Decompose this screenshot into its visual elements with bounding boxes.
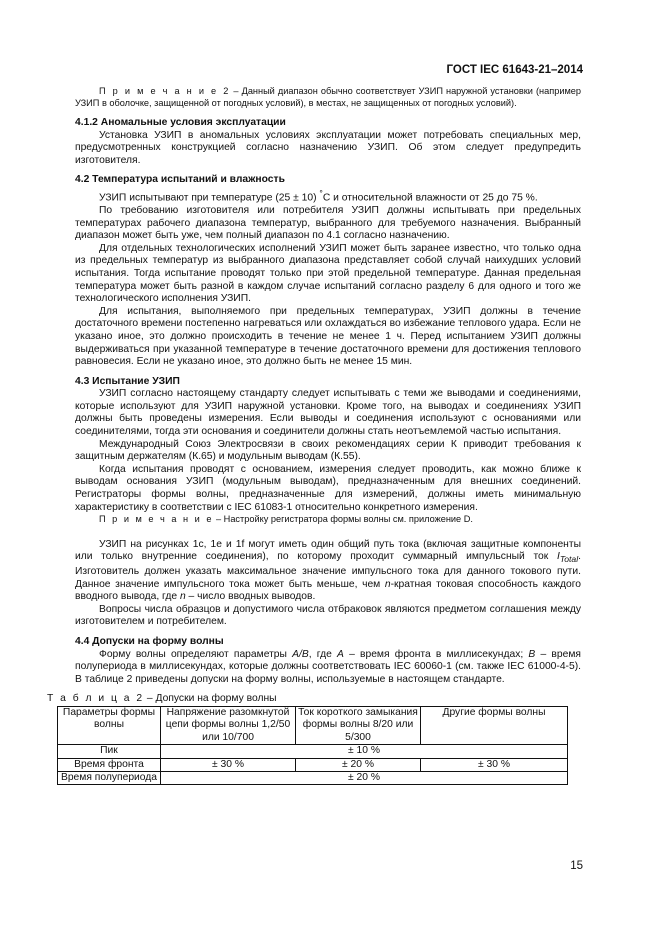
current-subscript: Total (559, 554, 579, 565)
table-row (58, 771, 568, 784)
text: . Изготовитель должен указать максимальное значение импульсного тока для данного токового пути. Данное значение импульсного тока может быть меньше, чем (75, 551, 581, 590)
header-cell: Другие формы волны (421, 706, 568, 744)
section-4-2-paragraph-3: Для отдельных технологических исполнений УЗИП может быть заранее известно, что только одна из предельных температур из выбранного диапазона представляет собой случай наихудших условий испытания. Тогда испытание проводят только при этой предельной температуре. Данная предельная температура может быть разной в каждом случае испытаний согласно разделу 6 для одного и того же технологического исполнения УЗИП. (75, 242, 581, 305)
spacer (75, 629, 581, 636)
note-text: – Данный диапазон обычно соответствует УЗИП наружной установки (например УЗИП в оболочке, защищенной от погодных условий), в местах, не защищенных от погодных условий). (75, 86, 581, 108)
page-content (47, 86, 581, 785)
value-cell: ± 30 % (421, 758, 568, 771)
header-cell: Ток короткого замыкания формы волны 8/20 или 5/300 (296, 706, 421, 744)
text: – время фронта в миллисекундах; (343, 648, 529, 660)
note-text: – Настройку регистратора формы волны см. приложение D. (213, 514, 473, 525)
section-4-2-title: 4.2 Температура испытаний и влажность (75, 174, 285, 186)
text: – число вводных выводов. (185, 591, 316, 603)
value-cell: ± 30 % (161, 758, 296, 771)
spacer (75, 369, 581, 376)
spacer (75, 167, 581, 174)
text: , где (308, 648, 338, 660)
value-cell: ± 20 % (296, 758, 421, 771)
note-label: П р и м е ч а н и е 2 (99, 86, 231, 96)
section-4-3-paragraph-3: Когда испытания проводят с основанием, измерения следует проводить, как можно ближе к выводам основания УЗИП (модульным выводам), предназначенным для внешних соединений. Регистраторы формы волны, предназначенные для измерений, должны иметь минимальную характеристику в соответствии с IEC 61083-1 относительно конкретного измерения. (75, 463, 581, 513)
section-4-2-paragraph-2: По требованию изготовителя или потребителя УЗИП должны испытывать при предельных температурах рабочего диапазона температур, выбранного для требуемого назначения. Выбранный диапазон может быть уже, чем полный диапазон по 4.1 согласно назначению. (75, 204, 581, 242)
text: -кратная токовая способность каждого вводного вывода, где (75, 578, 581, 603)
section-4-1-2-paragraph: Установка УЗИП в аномальных условиях эксплуатации может потребовать специальных мер, предусмотренных конструкцией согласно назначению УЗИП. Об этом следует предупредить изготовителя. (75, 129, 581, 166)
n-symbol: n (179, 591, 186, 603)
section-4-4-title: 4.4 Допуски на форму волны (75, 635, 224, 647)
section-4-1-2-title: 4.1.2 Аномальные условия эксплуатации (75, 117, 286, 128)
a-symbol: A (337, 648, 344, 660)
table-header-row (58, 706, 568, 744)
header-cell: Параметры формы волны (58, 706, 161, 744)
section-4-4-paragraph (75, 649, 581, 687)
header-cell: Напряжение разомкнутой цепи формы волны 1,2/50 или 10/700 (161, 706, 296, 744)
param-cell: Время полупериода (58, 771, 161, 784)
n-symbol: n (384, 578, 391, 590)
section-4-3-paragraph-1: УЗИП согласно настоящему стандарту следует испытывать с теми же выводами и соединениями, которые используют для УЗИП наружной установки. Кроме того, на выводах и соединениях УЗИП должны быть проведены измерения. Если выводы и соединения используют с основаниями или соединителями, тогда эти основания и соединители должны стать неотъемлемой частью испытания. (75, 388, 581, 438)
section-4-2-paragraph-1 (75, 187, 581, 205)
b-symbol: B (528, 648, 536, 660)
section-4-3-paragraph-5: Вопросы числа образцов и допустимого числа отбраковок являются предметом соглашения между изготовителем и потребителем. (75, 603, 581, 628)
table-row (58, 745, 568, 758)
page-number: 15 (570, 860, 583, 872)
text: УЗИП на рисунках 1с, 1е и 1f могут иметь один общий путь тока (включая защитные компоненты или только внутренние соединения), по которому проходит суммарный импульсный ток (75, 538, 581, 563)
section-4-3-note (75, 514, 581, 526)
waveform-tolerance-table (57, 706, 568, 785)
spacer (75, 526, 581, 539)
current-symbol: I (556, 551, 560, 563)
section-4-3-paragraph-2: Международный Союз Электросвязи в своих рекомендациях серии К приводит требования к защитным держателям (К.65) и модульным выводам (К.55). (75, 438, 581, 463)
degree-sign: ° (319, 187, 323, 198)
text: УЗИП испытывают при температуре (25 ± 10) (99, 192, 320, 204)
ab-symbol: A/B (292, 648, 309, 660)
text: Форму волны определяют параметры (99, 648, 293, 660)
section-4-3-title: 4.3 Испытание УЗИП (75, 375, 180, 387)
value-cell: ± 20 % (161, 771, 568, 784)
param-cell: Пик (58, 745, 161, 758)
table-row (58, 758, 568, 771)
value-cell: ± 10 % (161, 745, 568, 758)
standard-header: ГОСТ IEC 61643-21–2014 (446, 64, 583, 76)
table-caption-text: – Допуски на форму волны (144, 693, 277, 705)
section-4-2-paragraph-4: Для испытания, выполняемого при предельных температурах, УЗИП должны в течение достаточного времени постепенно нагреваться или охлаждаться во избежание теплового удара. Если не указано иное, это должно происходить в течение не менее 1 ч. Перед испытанием УЗИП должны выдерживаться при указанной температуре в течение достаточного времени для достижения теплового равновесия. Если не указано иное, это должно быть не менее 15 мин. (75, 305, 581, 368)
note-label: П р и м е ч а н и е (99, 514, 214, 525)
note-2 (75, 86, 581, 109)
text: – время полупериода в миллисекундах, которые должны соответствовать IEC 60060-1 (см. также IEC 61000-4-5). В таблице 2 приведены допуски на форму волны, используемые в настоящем стандарте. (75, 648, 581, 685)
param-cell: Время фронта (58, 758, 161, 771)
section-4-3-paragraph-4 (75, 539, 581, 604)
table-caption (47, 693, 581, 706)
table-caption-label: Т а б л и ц а 2 (47, 693, 145, 705)
text: С и относительной влажности от 25 до 75 %. (322, 192, 538, 204)
